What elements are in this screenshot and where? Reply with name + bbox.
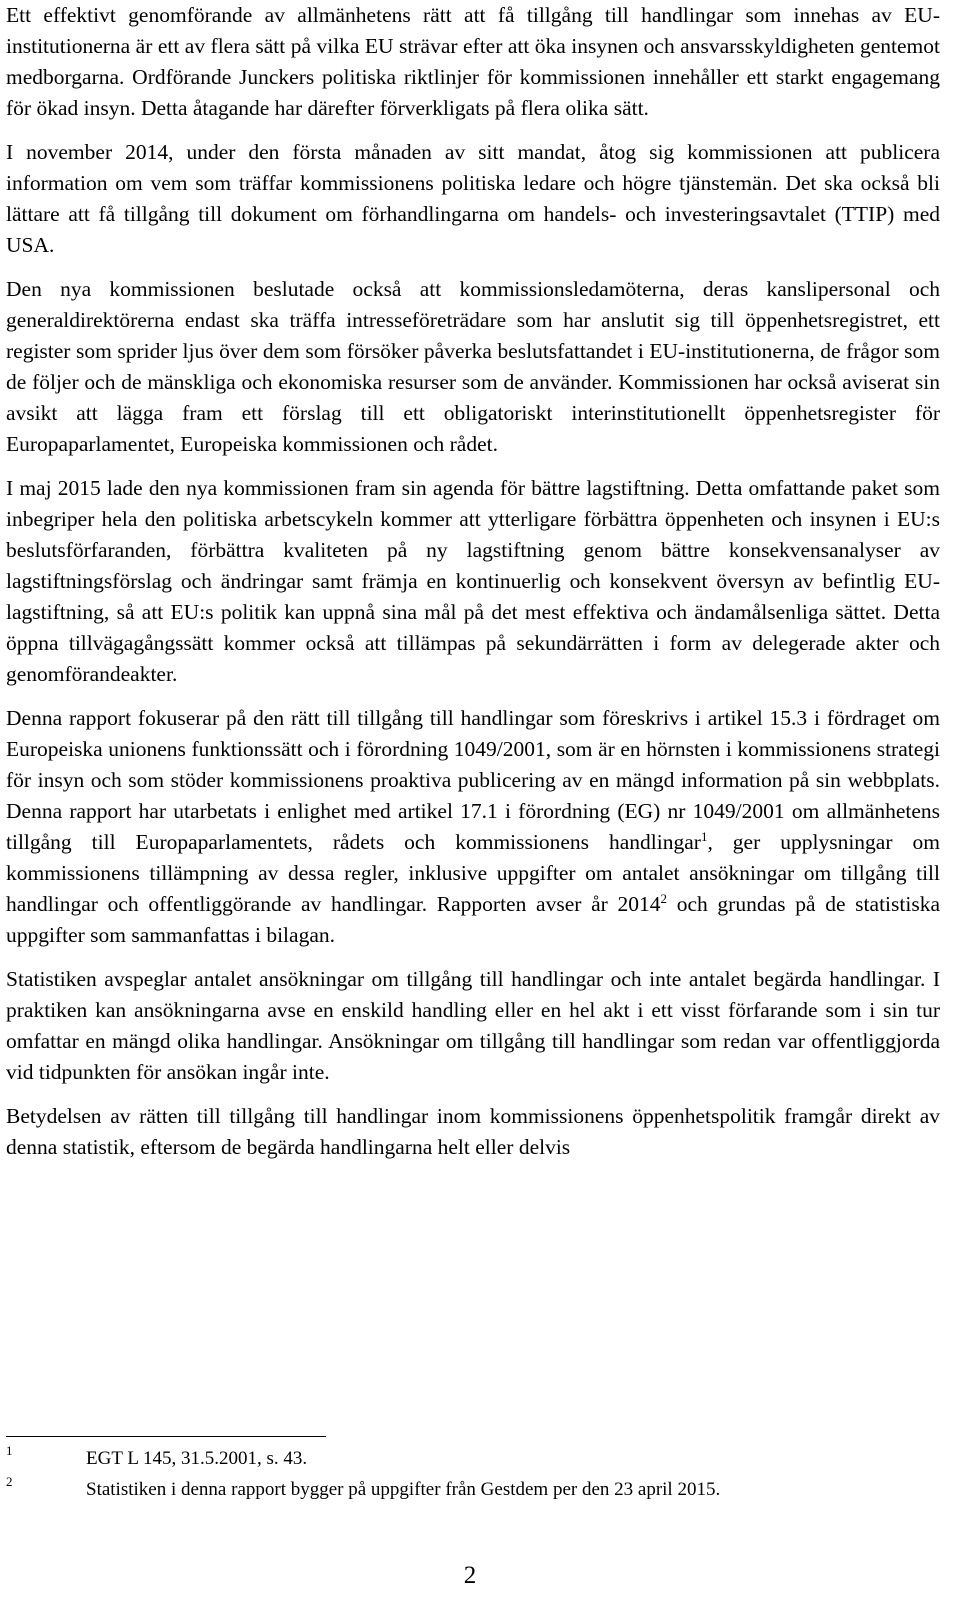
document-body xyxy=(6,0,940,1176)
paragraph-5 xyxy=(6,703,940,951)
paragraph-2: I november 2014, under den första månaden av sitt mandat, åtog sig kommissionen att publicera information om vem som träffar kommissionens politiska ledare och högre tjänstemän. Det ska också bli lättare att få tillgång till dokument om förhandlingarna om handels- och investeringsavtalet (TTIP) med USA. xyxy=(6,140,940,257)
paragraph-1: Ett effektivt genomförande av allmänhetens rätt att få tillgång till handlingar som innehas av EU-institutionerna är ett av flera sätt på vilka EU strävar efter att öka insynen och ansvarsskyldigheten gentemot medborgarna. Ordförande Junckers politiska riktlinjer för kommissionen innehåller ett starkt engagemang för ökad insyn. Detta åtagande har därefter förverkligats på flera olika sätt. xyxy=(6,3,940,120)
paragraph-5-part-c: och grundas på de statistiska uppgifter som sammanfattas i bilagan. xyxy=(6,892,940,947)
footnotes xyxy=(6,1443,940,1505)
footnote-number: 2 xyxy=(6,1474,13,1489)
footnote-separator xyxy=(6,1436,326,1437)
footnote-2 xyxy=(6,1474,940,1505)
footnote-text: Statistiken i denna rapport bygger på uppgifter från Gestdem per den 23 april 2015. xyxy=(86,1479,721,1500)
footnote-number: 1 xyxy=(6,1443,13,1458)
paragraph-7: Betydelsen av rätten till tillgång till handlingar inom kommissionens öppenhetspolitik framgår direkt av denna statistik, eftersom de begärda handlingarna helt eller delvis xyxy=(6,1104,940,1159)
footnote-text: EGT L 145, 31.5.2001, s. 43. xyxy=(86,1448,308,1469)
paragraph-5-part-a: Denna rapport fokuserar på den rätt till tillgång till handlingar som föreskrivs i artikel 15.3 i fördraget om Europeiska unionens funktionssätt och i förordning 1049/2001, som är en hörnsten i kommissionens strategi för insyn och som stöder kommissionens proaktiva publicering av en mängd information på sin webbplats. Denna rapport har utarbetats i enlighet med artikel 17.1 i förordning (EG) nr 1049/2001 om allmänhetens tillgång till Europaparlamentets, rådets och kommissionens handlingar xyxy=(6,706,940,854)
paragraph-5-part-b: , ger upplysningar om kommissionens tillämpning av dessa regler, inklusive uppgifter om antalet ansökningar om tillgång till handlingar och offentliggörande av handlingar. Rapporten avser år 2014 xyxy=(6,830,940,916)
paragraph-4: I maj 2015 lade den nya kommissionen fram sin agenda för bättre lagstiftning. Detta omfattande paket som inbegriper hela den politiska arbetscykeln kommer att ytterligare förbättra öppenheten och insynen i EU:s beslutsförfaranden, förbättra kvaliteten på ny lagstiftning genom bättre konsekvensanalyser av lagstiftningsförslag och ändringar samt främja en kontinuerlig och konsekvent översyn av befintlig EU-lagstiftning, så att EU:s politik kan uppnå sina mål på det mest effektiva och ändamålsenliga sättet. Detta öppna tillvägagångssätt kommer också att tillämpas på sekundärrätten i form av delegerade akter och genomförandeakter. xyxy=(6,476,940,686)
footnote-ref-1[interactable]: 1 xyxy=(700,828,708,844)
page-number: 2 xyxy=(463,1562,477,1589)
footnote-1 xyxy=(6,1443,940,1474)
paragraph-3: Den nya kommissionen beslutade också att kommissionsledamöterna, deras kanslipersonal och generaldirektörerna endast ska träffa intresseföreträdare som har anslutit sig till öppenhetsregistret, ett register som sprider ljus över dem som försöker påverka beslutsfattandet i EU-institutionerna, de frågor som de följer och de mänskliga och ekonomiska resurser som de använder. Kommissionen har också aviserat sin avsikt att lägga fram ett förslag till ett obligatoriskt interinstitutionellt öppenhetsregister för Europaparlamentet, Europeiska kommissionen och rådet. xyxy=(6,277,940,456)
footnote-ref-2[interactable]: 2 xyxy=(660,890,667,906)
paragraph-6: Statistiken avspeglar antalet ansökningar om tillgång till handlingar och inte antalet begärda handlingar. I praktiken kan ansökningarna avse en enskild handling eller en hel akt i ett visst förfarande som i sin tur omfattar en mängd olika handlingar. Ansökningar om tillgång till handlingar som redan var offentliggjorda vid tidpunkten för ansökan ingår inte. xyxy=(6,967,940,1084)
